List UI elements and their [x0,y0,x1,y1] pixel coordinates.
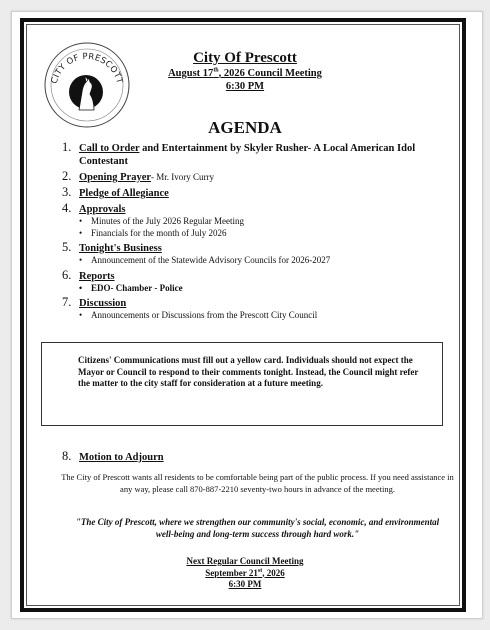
agenda-list [62,142,452,325]
next-meeting-label: Next Regular Council Meeting [186,556,304,566]
citizens-communication-notice: Citizens' Communications must fill out a yellow card. Individuals should not expect the Mayor or Council to respond to their comments tonight. Instead, the Council might refer the matter to the city staff for consideration at a future meeting. [41,342,443,426]
agenda-item: 5. Tonight's Business • Announcement of the Statewide Advisory Councils for 2026-2027 [62,242,452,267]
assistance-note: The City of Prescott wants all residents to be comfortable being part of the public process. If you need assistance in any way, please call 870-887-2210 seventy-two hours in advance of the meeting. [61,472,454,494]
org-name: City Of Prescott [193,50,297,66]
svg-text:CITY OF PRESCOTT: CITY OF PRESCOTT [49,51,125,85]
agenda-item: 3. Pledge of Allegiance [62,185,169,199]
agenda-item: 6. Reports • EDO- Chamber - Police [62,270,452,295]
next-meeting-date: September 21st, 2026 [205,567,285,578]
agenda-item: 2. Opening Prayer- Mr. Ivory Curry [62,169,215,183]
bullet-item: • Financials for the month of July 2026 [91,228,452,240]
agenda-item-adjourn: 8. Motion to Adjourn [62,449,164,463]
agenda-item: 1. Call to Order and Entertainment by Skyler Rusher- A Local American Idol Contestant [62,140,416,167]
bullet-item: • Minutes of the July 2026 Regular Meeting [91,216,452,228]
agenda-item: 7. Discussion • Announcements or Discussions from the Prescott City Council [62,297,452,322]
city-motto: "The City of Prescott, where we strengthen our community's social, economic, and environmental well-being and long-term success through hard work." [75,517,440,539]
bullet-item: • EDO- Chamber - Police [91,283,452,295]
next-meeting [150,556,340,591]
city-seal-logo [42,40,132,130]
meeting-time: 6:30 PM [225,81,265,92]
meeting-date: August 17th, 2026 Council Meeting [168,67,322,79]
bullet-item: • Announcement of the Statewide Advisory Councils for 2026-2027 [91,255,452,267]
agenda-title: AGENDA [208,118,282,137]
bullet-item: • Announcements or Discussions from the Prescott City Council [91,310,452,322]
header [150,50,340,93]
next-meeting-time: 6:30 PM [228,579,262,589]
agenda-item: 4. Approvals • Minutes of the July 2026 Regular Meeting • Financials for the month of July 2026 [62,203,452,239]
